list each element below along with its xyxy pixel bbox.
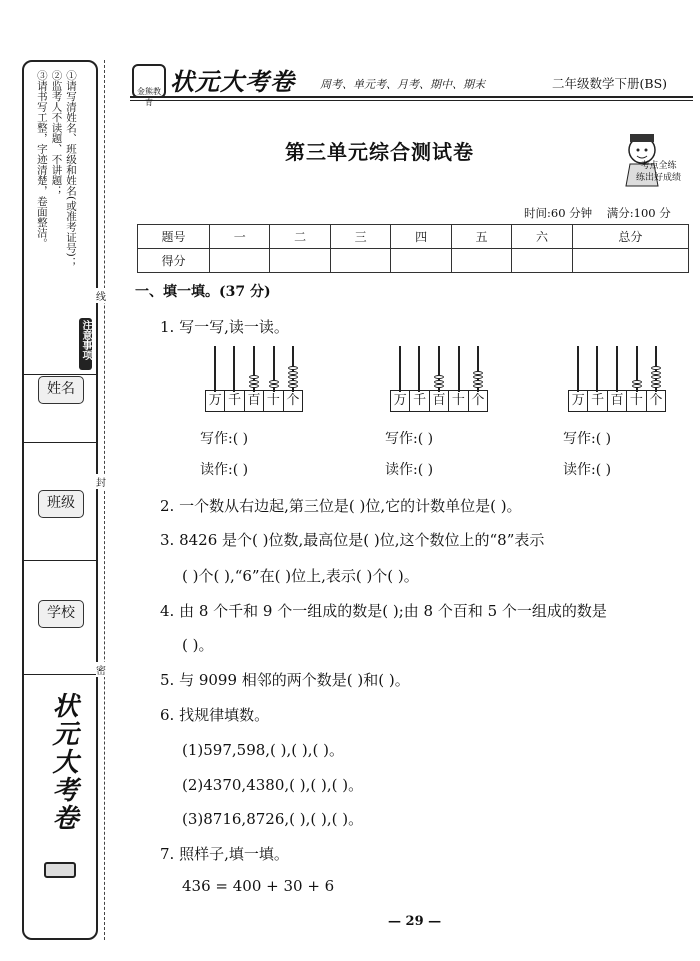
- question-7-example: 436 = 400 + 30 + 6: [182, 877, 335, 895]
- score-cell[interactable]: [451, 249, 511, 273]
- question-5: 5. 与 9099 相邻的两个数是( )和( )。: [160, 671, 410, 689]
- abacus-place-labels: [205, 390, 303, 412]
- name-field-label: 姓名: [38, 376, 84, 404]
- table-row: [138, 225, 689, 249]
- caption-line: 练出好成绩: [636, 173, 682, 183]
- abacus-place-labels: [390, 390, 488, 412]
- mascot-caption: [636, 160, 681, 184]
- table-cell: 四: [391, 225, 451, 249]
- place-label: 千: [409, 391, 428, 411]
- abacus-bead: [473, 380, 483, 384]
- score-cell[interactable]: [512, 249, 572, 273]
- score-cell[interactable]: [391, 249, 451, 273]
- full-score: 满分:100 分: [606, 206, 671, 220]
- divider: [24, 674, 96, 675]
- question-6-item: (1)597,598,( ),( ),( )。: [182, 741, 344, 759]
- question-7: 7. 照样子,填一填。: [160, 845, 289, 863]
- abacus-rod: [233, 346, 235, 392]
- cut-mark: 封: [96, 474, 106, 489]
- abacus: [568, 346, 666, 412]
- question-2: 2. 一个数从右边起,第三位是( )位,它的计数单位是( )。: [160, 497, 522, 515]
- place-label: 百: [244, 391, 263, 411]
- header-rule: [130, 96, 693, 98]
- abacus-bead: [473, 375, 483, 379]
- abacus-bead: [651, 380, 661, 384]
- exam-notice: [30, 70, 92, 370]
- cut-line: [104, 60, 105, 940]
- caption-line: 考点全练: [640, 161, 677, 171]
- sidebar-brand-logo: 状元大考卷: [48, 692, 78, 832]
- abacus-bead: [434, 384, 444, 388]
- abacus-bead: [473, 371, 483, 375]
- place-label: 百: [429, 391, 448, 411]
- time-limit: 时间:60 分钟: [524, 206, 593, 220]
- place-label: 个: [283, 391, 302, 411]
- abacus: [390, 346, 488, 412]
- question-6: 6. 找规律填数。: [160, 706, 270, 724]
- abacus-bead: [651, 371, 661, 375]
- abacus-bead: [249, 380, 259, 384]
- exam-info: [524, 205, 671, 221]
- school-field-label: 学校: [38, 600, 84, 628]
- section-heading: 一、填一填。(37 分): [135, 284, 271, 300]
- publisher-logo-icon: [132, 64, 166, 107]
- place-label: 百: [607, 391, 626, 411]
- brand-logo: 状元大考卷: [170, 68, 295, 96]
- abacus-bead: [288, 371, 298, 375]
- cut-mark: 线: [96, 288, 106, 303]
- abacus-rod: [616, 346, 618, 392]
- score-cell[interactable]: [210, 249, 270, 273]
- place-label: 千: [587, 391, 606, 411]
- question-6-item: (2)4370,4380,( ),( ),( )。: [182, 776, 364, 794]
- abacus-rod: [399, 346, 401, 392]
- question-4: 4. 由 8 个千和 9 个一组成的数是( );由 8 个百和 5 个一组成的数是: [160, 602, 607, 620]
- abacus-bead: [269, 380, 279, 384]
- binding-sidebar: [22, 60, 98, 940]
- page-number: — 29 —: [388, 914, 442, 929]
- table-cell: 总分: [572, 225, 688, 249]
- abacus-bead: [269, 384, 279, 388]
- question-1: 1. 写一写,读一读。: [160, 318, 289, 336]
- read-blank[interactable]: 读作:( ): [200, 462, 249, 478]
- place-label: 十: [626, 391, 645, 411]
- abacus-rod: [214, 346, 216, 392]
- abacus-bead: [651, 375, 661, 379]
- question-6-item: (3)8716,8726,( ),( ),( )。: [182, 810, 364, 828]
- sidebar-logo-icon: [44, 862, 76, 878]
- abacus-bead: [288, 366, 298, 370]
- score-cell[interactable]: [270, 249, 330, 273]
- abacus-place-labels: [568, 390, 666, 412]
- abacus-bead: [651, 366, 661, 370]
- abacus-bead: [434, 380, 444, 384]
- score-cell[interactable]: [330, 249, 390, 273]
- table-cell: 一: [210, 225, 270, 249]
- divider: [24, 560, 96, 561]
- read-blank[interactable]: 读作:( ): [385, 462, 434, 478]
- abacus-rod: [458, 346, 460, 392]
- abacus-bead: [651, 384, 661, 388]
- table-cell: 得分: [138, 249, 210, 273]
- header-rule: [130, 100, 693, 101]
- abacus-bead: [249, 375, 259, 379]
- notice-line: ①请写清姓名、班级和姓名(或准考证号)；: [65, 70, 77, 268]
- abacus-rod: [596, 346, 598, 392]
- table-cell: 三: [330, 225, 390, 249]
- divider: [24, 374, 96, 375]
- question-4-cont: ( )。: [182, 636, 214, 654]
- abacus-bead: [473, 384, 483, 388]
- abacus-rod: [418, 346, 420, 392]
- place-label: 十: [263, 391, 282, 411]
- abacus-rod: [577, 346, 579, 392]
- notice-line: ③请书写工整，字迹清楚，卷面整洁。: [35, 70, 48, 249]
- write-blank[interactable]: 写作:( ): [563, 431, 612, 447]
- read-blank[interactable]: 读作:( ): [563, 462, 612, 478]
- table-cell: 二: [270, 225, 330, 249]
- question-3: 3. 8426 是个( )位数,最高位是( )位,这个数位上的“8”表示: [160, 531, 545, 549]
- place-label: 个: [468, 391, 487, 411]
- table-cell: 题号: [138, 225, 210, 249]
- abacus: [205, 346, 303, 412]
- score-table: [137, 224, 689, 273]
- class-field-label: 班级: [38, 490, 84, 518]
- notice-title: 注意事项: [79, 318, 92, 370]
- place-label: 千: [224, 391, 243, 411]
- score-cell[interactable]: [572, 249, 688, 273]
- abacus-bead: [288, 375, 298, 379]
- table-cell: 六: [512, 225, 572, 249]
- page-title: 第三单元综合测试卷: [285, 140, 474, 164]
- place-label: 万: [393, 393, 407, 408]
- abacus-bead: [288, 380, 298, 384]
- abacus-bead: [288, 384, 298, 388]
- write-blank[interactable]: 写作:( ): [200, 431, 249, 447]
- abacus-bead: [434, 375, 444, 379]
- table-row: [138, 249, 689, 273]
- abacus-bead: [249, 384, 259, 388]
- divider: [24, 442, 96, 443]
- grade-label: 二年级数学下册(BS): [552, 76, 668, 91]
- abacus-bead: [632, 384, 642, 388]
- abacus-bead: [632, 380, 642, 384]
- place-label: 十: [448, 391, 467, 411]
- logo-text: 金熊教育: [137, 87, 161, 107]
- cut-mark: 密: [96, 662, 106, 677]
- header-tagline: 周考、单元考、月考、期中、期末: [320, 78, 485, 91]
- place-label: 万: [208, 393, 222, 408]
- notice-line: ②监考人不读题、不讲题；: [50, 70, 63, 196]
- table-cell: 五: [451, 225, 511, 249]
- question-3-cont: ( )个( ),“6”在( )位上,表示( )个( )。: [182, 567, 419, 585]
- place-label: 个: [646, 391, 665, 411]
- write-blank[interactable]: 写作:( ): [385, 431, 434, 447]
- place-label: 万: [571, 393, 585, 408]
